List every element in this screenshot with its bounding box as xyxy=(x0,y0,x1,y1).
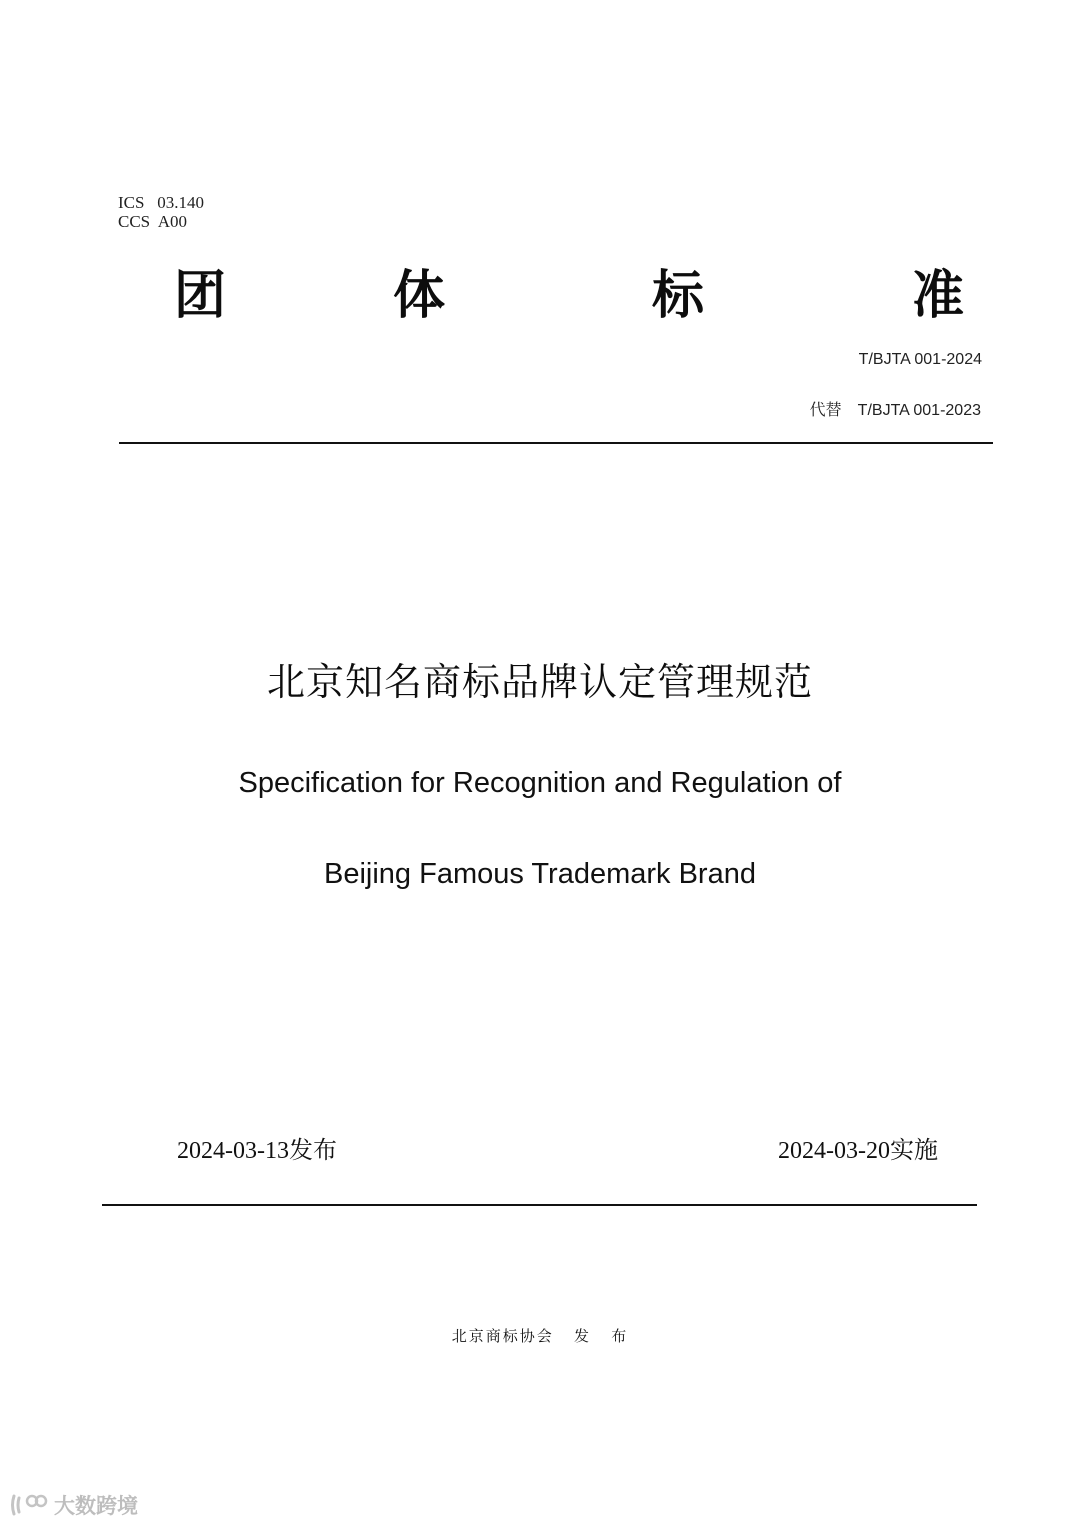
ccs-code: CCS A00 xyxy=(118,212,187,231)
watermark-logo-icon xyxy=(10,1492,48,1518)
bottom-divider xyxy=(102,1204,977,1206)
watermark xyxy=(10,1490,138,1520)
replaces-line xyxy=(810,397,981,420)
implementation-date: 2024-03-20实施 xyxy=(778,1138,938,1164)
standard-number: T/BJTA 001-2024 xyxy=(858,351,982,368)
title-english-line-1: Specification for Recognition and Regulation of xyxy=(238,767,842,799)
issue-date: 2024-03-13发布 xyxy=(177,1138,337,1164)
watermark-text: 大数跨境 xyxy=(54,1494,138,1518)
replaced-standard-number: T/BJTA 001-2023 xyxy=(857,402,981,419)
standard-type-char-4: 准 xyxy=(912,266,965,326)
replaces-label: 代替 xyxy=(809,400,842,419)
standard-type-char-2: 体 xyxy=(393,266,446,326)
standard-type-char-1: 团 xyxy=(174,266,227,326)
ics-code: ICS 03.140 xyxy=(118,193,204,212)
classification-codes xyxy=(118,193,204,231)
publisher: 北京商标协会 发 布 xyxy=(451,1327,629,1345)
standard-type-char-3: 标 xyxy=(652,266,705,326)
title-chinese: 北京知名商标品牌认定管理规范 xyxy=(266,660,813,704)
top-divider xyxy=(119,442,993,444)
title-english-line-2: Beijing Famous Trademark Brand xyxy=(324,858,756,890)
